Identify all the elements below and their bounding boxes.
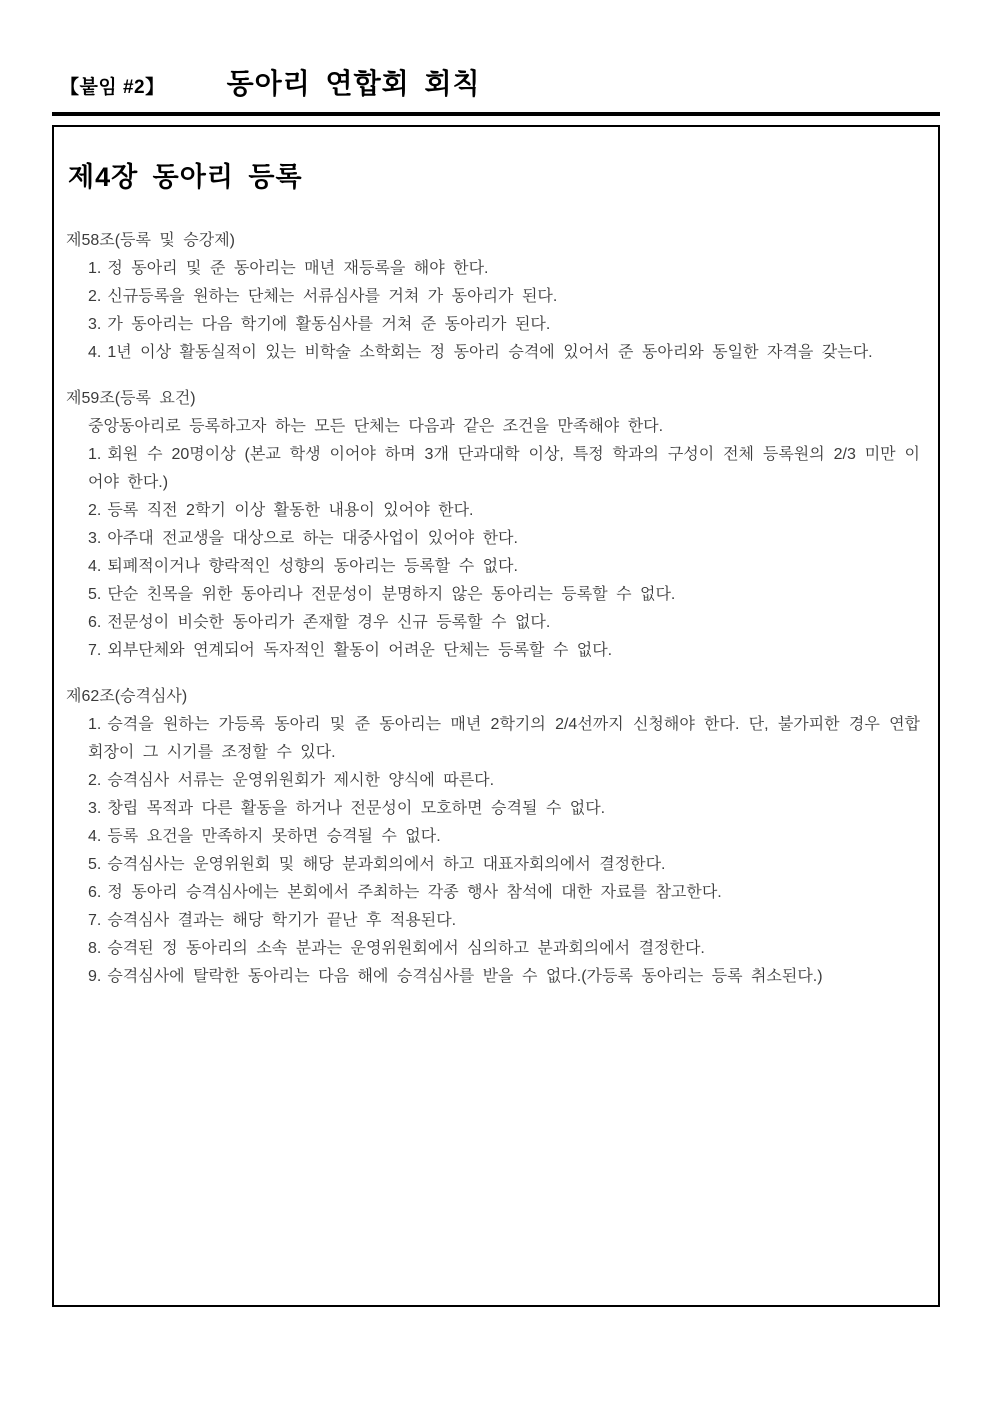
item-number: 4.	[88, 557, 102, 575]
item-number: 1.	[88, 259, 102, 277]
item-text: 창립 목적과 다른 활동을 하거나 전문성이 모호하면 승격될 수 없다.	[107, 799, 606, 817]
item-number: 5.	[88, 855, 102, 873]
article	[66, 227, 926, 367]
article-item	[88, 497, 920, 525]
item-number: 2.	[88, 287, 102, 305]
item-text: 승격을 원하는 가등록 동아리 및 준 동아리는 매년 2학기의 2/4선까지 신청해야 한다. 단, 불가피한 경우 연합회장이 그 시기를 조정할 수 있다.	[88, 715, 920, 761]
article-item	[88, 795, 920, 823]
article-item	[88, 767, 920, 795]
document-title: 동아리 연합회 회칙	[226, 68, 481, 99]
article-heading: 제62조(승격심사)	[66, 687, 188, 705]
article-heading: 제59조(등록 요건)	[66, 389, 196, 407]
article-item	[88, 823, 920, 851]
article-item	[88, 963, 920, 991]
item-number: 3.	[88, 799, 102, 817]
article-item	[88, 711, 920, 767]
item-text: 단순 친목을 위한 동아리나 전문성이 분명하지 않은 동아리는 등록할 수 없다.	[107, 585, 676, 603]
item-text: 승격된 정 동아리의 소속 분과는 운영위원회에서 심의하고 분과회의에서 결정한다.	[107, 939, 705, 957]
item-number: 6.	[88, 883, 102, 901]
page-header	[60, 62, 481, 102]
item-number: 7.	[88, 641, 102, 659]
item-text: 등록 직전 2학기 이상 활동한 내용이 있어야 한다.	[107, 501, 474, 519]
article-item	[88, 553, 920, 581]
item-text: 신규등록을 원하는 단체는 서류심사를 거쳐 가 동아리가 된다.	[107, 287, 558, 305]
articles	[66, 227, 926, 991]
item-text: 승격심사에 탈락한 동아리는 다음 해에 승격심사를 받을 수 없다.(가등록 동아리는 등록 취소된다.)	[107, 967, 823, 985]
item-number: 7.	[88, 911, 102, 929]
item-text: 승격심사 서류는 운영위원회가 제시한 양식에 따른다.	[107, 771, 495, 789]
item-number: 3.	[88, 315, 102, 333]
item-text: 전문성이 비슷한 동아리가 존재할 경우 신규 등록할 수 없다.	[107, 613, 551, 631]
item-text: 승격심사는 운영위원회 및 해당 분과회의에서 하고 대표자회의에서 결정한다.	[107, 855, 666, 873]
item-text: 회원 수 20명이상 (본교 학생 이어야 하며 3개 단과대학 이상, 특정 학과의 구성이 전체 등록원의 2/3 미만 이어야 한다.)	[88, 445, 920, 491]
article	[66, 683, 926, 991]
bylaws-content-box	[52, 125, 940, 1307]
item-number: 1.	[88, 445, 102, 463]
article-item	[88, 339, 920, 367]
article-item	[88, 441, 920, 497]
article-item	[88, 851, 920, 879]
item-number: 3.	[88, 529, 102, 547]
item-number: 2.	[88, 771, 102, 789]
article-item	[88, 907, 920, 935]
article-item	[88, 935, 920, 963]
item-text: 가 동아리는 다음 학기에 활동심사를 거쳐 준 동아리가 된다.	[107, 315, 551, 333]
item-number: 9.	[88, 967, 102, 985]
item-number: 2.	[88, 501, 102, 519]
attachment-label: 【붙임 #2】	[60, 77, 165, 98]
item-text: 정 동아리 및 준 동아리는 매년 재등록을 해야 한다.	[107, 259, 489, 277]
item-number: 5.	[88, 585, 102, 603]
item-text: 정 동아리 승격심사에는 본회에서 주최하는 각종 행사 참석에 대한 자료를 참고한다.	[107, 883, 722, 901]
article-item	[88, 525, 920, 553]
article-item	[88, 879, 920, 907]
header-divider-rule	[52, 112, 940, 116]
item-number: 4.	[88, 827, 102, 845]
item-text: 승격심사 결과는 해당 학기가 끝난 후 적용된다.	[107, 911, 457, 929]
item-number: 6.	[88, 613, 102, 631]
item-text: 외부단체와 연계되어 독자적인 활동이 어려운 단체는 등록할 수 없다.	[107, 641, 613, 659]
article-intro: 중앙동아리로 등록하고자 하는 모든 단체는 다음과 같은 조건을 만족해야 한다.	[88, 417, 664, 435]
article-heading: 제58조(등록 및 승강제)	[66, 231, 235, 249]
item-text: 등록 요건을 만족하지 못하면 승격될 수 없다.	[107, 827, 441, 845]
article-item	[88, 581, 920, 609]
article-item	[88, 283, 920, 311]
item-number: 1.	[88, 715, 102, 733]
article	[66, 385, 926, 665]
article-item	[88, 311, 920, 339]
item-text: 1년 이상 활동실적이 있는 비학술 소학회는 정 동아리 승격에 있어서 준 동아리와 동일한 자격을 갖는다.	[107, 343, 873, 361]
article-item	[88, 609, 920, 637]
article-item	[88, 255, 920, 283]
item-text: 아주대 전교생을 대상으로 하는 대중사업이 있어야 한다.	[107, 529, 518, 547]
item-text: 퇴폐적이거나 향락적인 성향의 동아리는 등록할 수 없다.	[107, 557, 518, 575]
chapter-title: 제4장 동아리 등록	[68, 162, 303, 192]
item-number: 8.	[88, 939, 102, 957]
article-item	[88, 637, 920, 665]
item-number: 4.	[88, 343, 102, 361]
